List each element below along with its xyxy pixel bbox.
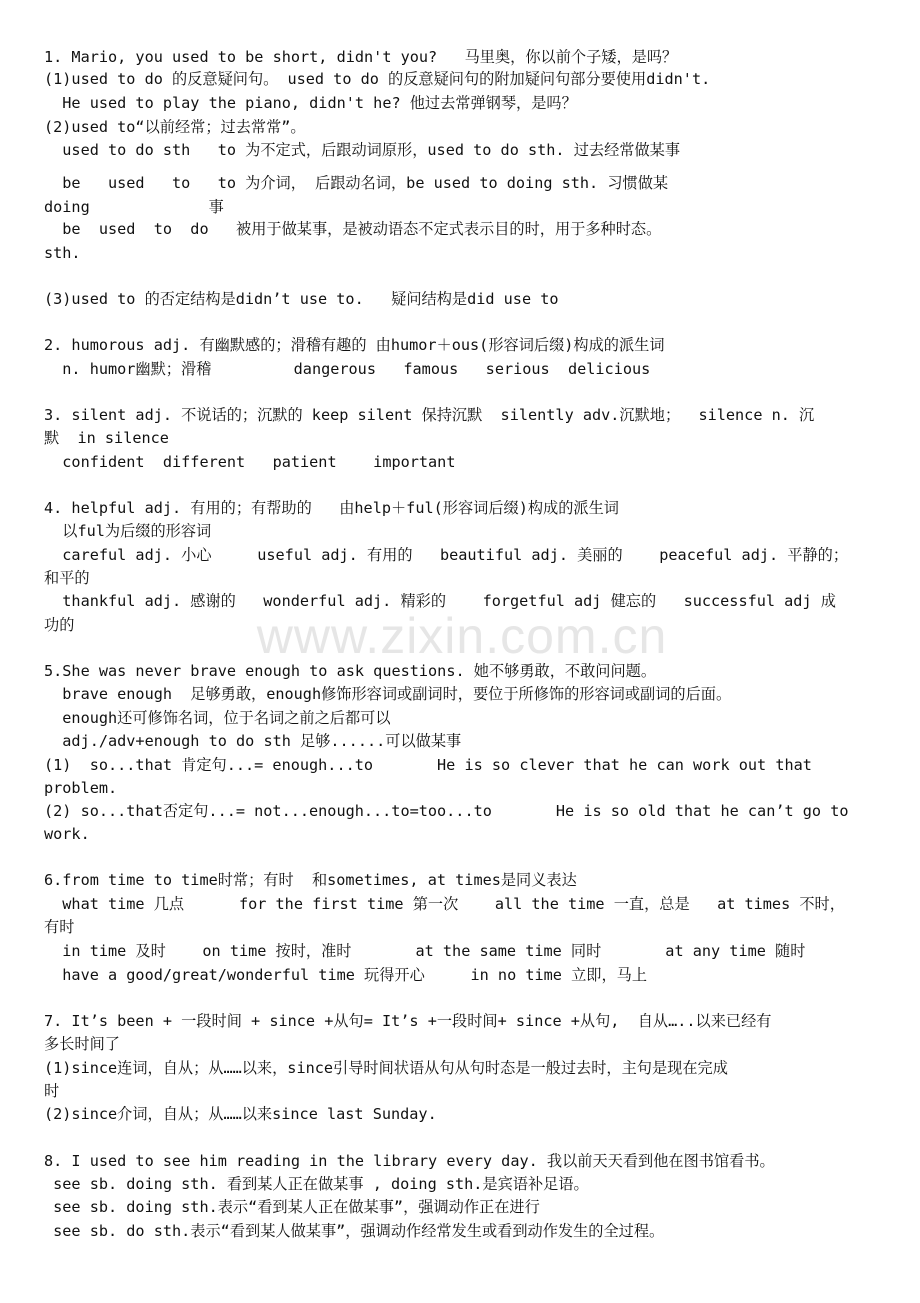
text-line: 2. humorous adj. 有幽默感的；滑稽有趣的 由humor＋ous(形容词后缀)构成的派生词	[44, 336, 665, 354]
watermark: www.zixin.com.cn	[256, 608, 668, 664]
text-line: be used to to 为介词， 后跟动名词，be used to doing sth. 习惯做某	[44, 174, 669, 192]
text-line: used to do sth to 为不定式，后跟动词原形，used to do sth. 过去经常做某事	[44, 141, 681, 159]
text-line: 以ful为后缀的形容词	[44, 522, 212, 540]
text-line: 6.from time to time时常；有时 和sometimes, at times是同义表达	[44, 871, 577, 889]
text-line: (2)since介词，自从；从……以来since last Sunday.	[44, 1105, 437, 1123]
text-line: 和平的	[44, 569, 90, 587]
text-line: thankful adj. 感谢的 wonderful adj. 精彩的 forgetful adj 健忘的 successful adj 成	[44, 592, 836, 610]
text-line: n. humor幽默；滑稽 dangerous famous serious delicious	[44, 360, 651, 378]
text-line: 3. silent adj. 不说话的；沉默的 keep silent 保持沉默 silently adv.沉默地； silence n. 沉	[44, 406, 815, 424]
text-line: work.	[44, 825, 90, 843]
text-line: careful adj. 小心 useful adj. 有用的 beautiful adj. 美丽的 peaceful adj. 平静的；	[44, 546, 849, 564]
text-line: 5.She was never brave enough to ask questions. 她不够勇敢，不敢问问题。	[44, 662, 657, 680]
text-line: see sb. doing sth.表示“看到某人正在做某事”，强调动作正在进行	[44, 1198, 540, 1216]
text-line: 默 in silence	[44, 429, 169, 447]
text-line: 时	[44, 1082, 60, 1100]
text-line: be used to do 被用于做某事，是被动语态不定式表示目的时，用于多种时态。	[44, 220, 662, 238]
text-line: (1) so...that 肯定句...= enough...to He is so clever that he can work out that	[44, 756, 812, 774]
text-line: 4. helpful adj. 有用的；有帮助的 由help＋ful(形容词后缀)构成的派生词	[44, 499, 619, 517]
text-line: (2) so...that否定句...= not...enough...to=too...to He is so old that he can’t go to	[44, 802, 849, 820]
text-line: adj./adv+enough to do sth 足够......可以做某事	[44, 732, 462, 750]
text-line: problem.	[44, 779, 118, 797]
text-line: have a good/great/wonderful time 玩得开心 in no time 立即，马上	[44, 966, 648, 984]
text-line: (1)since连词，自从；从……以来，since引导时间状语从句从句时态是一般过去时，主句是现在完成	[44, 1059, 728, 1077]
text-line: He used to play the piano, didn't he? 他过去常弹钢琴，是吗？	[44, 94, 577, 112]
text-line: what time 几点 for the first time 第一次 all the time 一直，总是 at times 不时，	[44, 895, 845, 913]
text-line: 7. It’s been + 一段时间 + since +从句= It’s +一段时间+ since +从句, 自从…..以来已经有	[44, 1012, 772, 1030]
text-line: doing 事	[44, 198, 224, 216]
text-line: (2)used to“以前经常；过去常常”。	[44, 118, 306, 136]
text-line: 1. Mario, you used to be short, didn't you? 马里奥，你以前个子矮，是吗？	[44, 48, 678, 66]
text-line: 8. I used to see him reading in the library every day. 我以前天天看到他在图书馆看书。	[44, 1152, 775, 1170]
text-line: sth.	[44, 244, 81, 262]
text-line: enough还可修饰名词，位于名词之前之后都可以	[44, 709, 391, 727]
text-line: (3)used to 的否定结构是didn’t use to. 疑问结构是did use to	[44, 290, 559, 308]
text-line: 多长时间了	[44, 1035, 120, 1053]
text-line: 有时	[44, 918, 75, 936]
text-line: brave enough 足够勇敢，enough修饰形容词或副词时，要位于所修饰的形容词或副词的后面。	[44, 685, 732, 703]
text-line: see sb. do sth.表示“看到某人做某事”，强调动作经常发生或看到动作发生的全过程。	[44, 1222, 665, 1240]
text-line: in time 及时 on time 按时，准时 at the same time 同时 at any time 随时	[44, 942, 806, 960]
text-line: (1)used to do 的反意疑问句。 used to do 的反意疑问句的附加疑问句部分要使用didn't.	[44, 70, 711, 88]
text-line: see sb. doing sth. 看到某人正在做某事 , doing sth.是宾语补足语。	[44, 1175, 589, 1193]
text-line: confident different patient important	[44, 453, 456, 471]
text-line: 功的	[44, 616, 75, 634]
